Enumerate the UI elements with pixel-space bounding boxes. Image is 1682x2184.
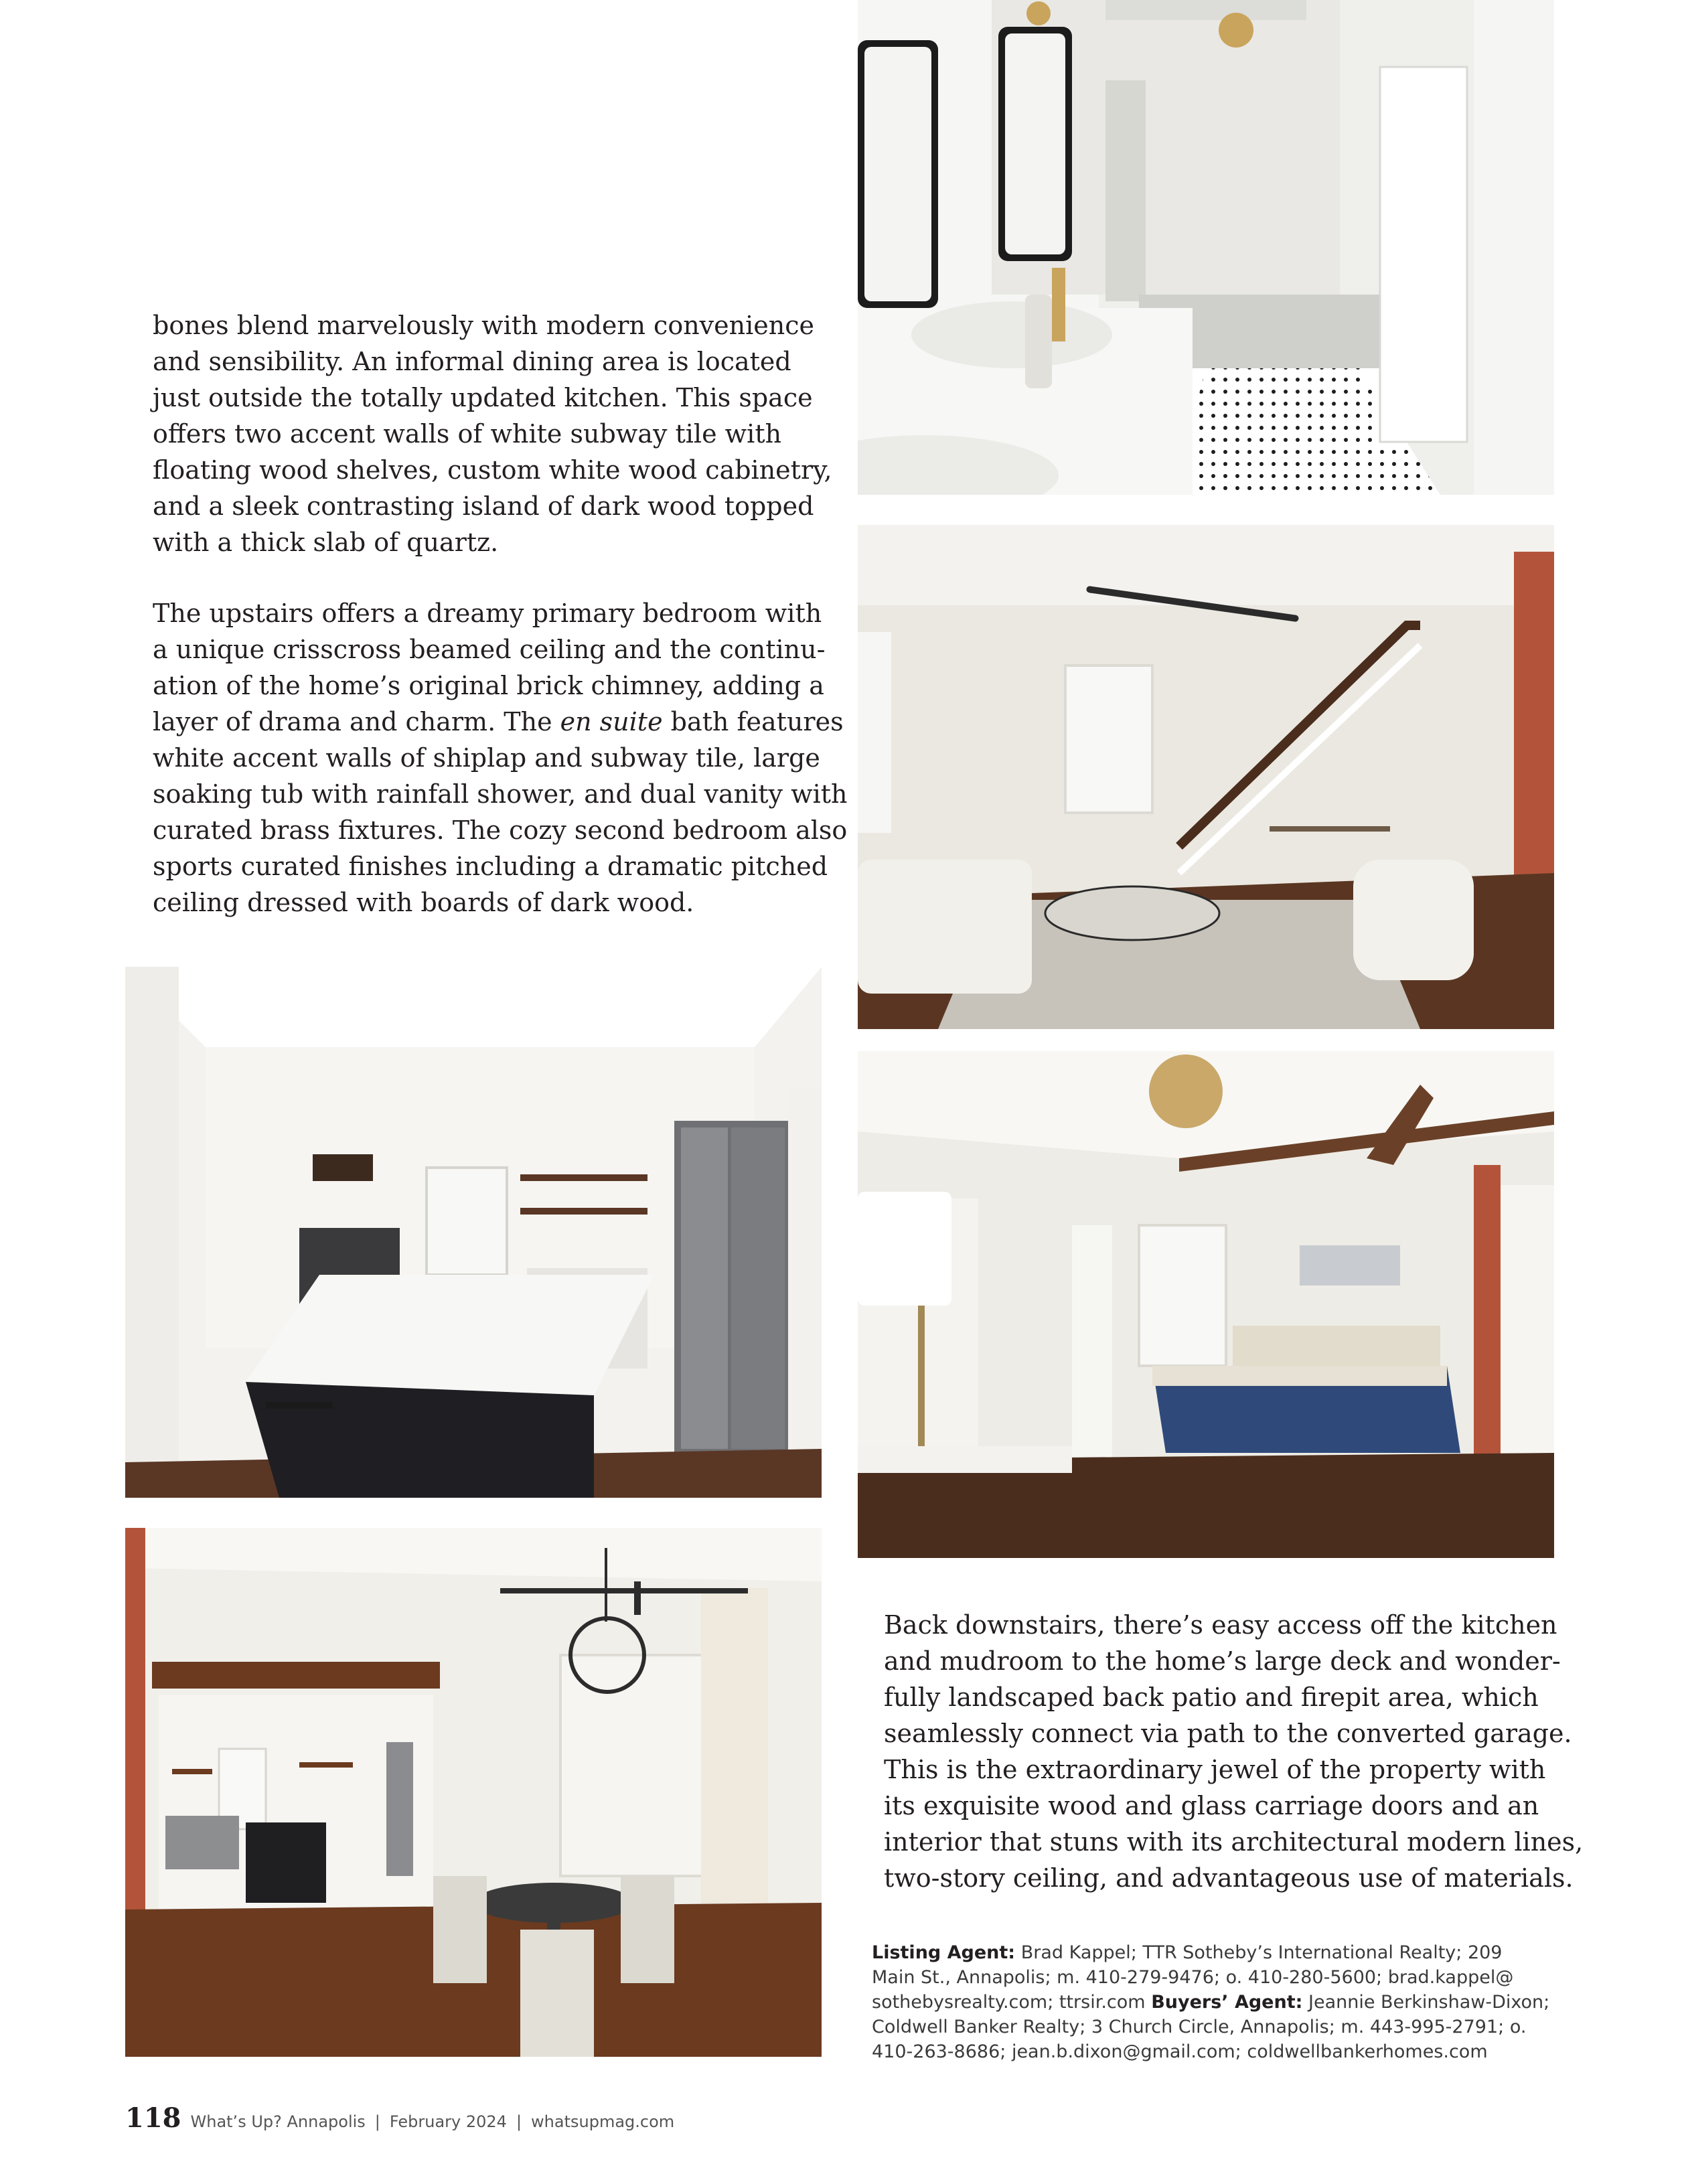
text-line: sports curated finishes including a dramatic pitched xyxy=(153,852,828,881)
text-line: curated brass fixtures. The cozy second bedroom also xyxy=(153,815,848,845)
text-line: just outside the totally updated kitchen. This space xyxy=(153,383,813,412)
text-line: white accent walls of shiplap and subway tile, large xyxy=(153,743,820,773)
text-line xyxy=(153,704,844,740)
text-line: soaking tub with rainfall shower, and dual vanity with xyxy=(153,779,848,809)
agent-credits xyxy=(872,1940,1548,2064)
dining-area-photo xyxy=(125,1528,822,2057)
article-paragraph-3 xyxy=(884,1607,1584,1896)
text-line: and mudroom to the home’s large deck and wonder- xyxy=(884,1646,1561,1676)
listing-agent-label: Listing Agent: xyxy=(872,1942,1016,1963)
page-number: 118 xyxy=(125,2102,181,2134)
text-line: This is the extraordinary jewel of the property with xyxy=(884,1755,1546,1784)
article-paragraph-1 xyxy=(153,307,832,560)
text-line: The upstairs offers a dreamy primary bedroom with xyxy=(153,599,822,628)
issue-date: February 2024 xyxy=(389,2112,507,2131)
text-line: Back downstairs, there’s easy access off the kitchen xyxy=(884,1610,1557,1640)
text-line: fully landscaped back patio and firepit area, which xyxy=(884,1683,1539,1712)
separator: | xyxy=(374,2112,380,2131)
text-run: bath features xyxy=(662,707,844,736)
text-line: and a sleek contrasting island of dark wood topped xyxy=(153,491,814,521)
text-line: interior that stuns with its architectural modern lines, xyxy=(884,1827,1584,1857)
credit-line: 410-263-8686; jean.b.dixon@gmail.com; coldwellbankerhomes.com xyxy=(872,2041,1488,2062)
text-line: offers two accent walls of white subway tile with xyxy=(153,419,782,449)
credit-line: Main St., Annapolis; m. 410-279-9476; o. 410-280-5600; brad.kappel@ xyxy=(872,1967,1514,1988)
separator: | xyxy=(516,2112,522,2131)
kitchen-photo xyxy=(125,967,822,1498)
credit-line xyxy=(872,1990,1548,2015)
page-footer xyxy=(125,2102,674,2136)
article-paragraph-2 xyxy=(153,595,848,921)
credit-line xyxy=(872,1940,1548,1965)
bathroom-photo xyxy=(858,0,1554,495)
text-line: ation of the home’s original brick chimney, adding a xyxy=(153,671,824,700)
text-line: with a thick slab of quartz. xyxy=(153,528,499,557)
text-line: bones blend marvelously with modern convenience xyxy=(153,311,814,340)
italic-term: en suite xyxy=(560,707,663,736)
website-link[interactable]: whatsupmag.com xyxy=(531,2112,675,2131)
primary-bedroom-photo xyxy=(858,1051,1554,1558)
text-line: and sensibility. An informal dining area is located xyxy=(153,347,791,376)
credit-line: Coldwell Banker Realty; 3 Church Circle, Annapolis; m. 443-995-2791; o. xyxy=(872,2017,1527,2037)
buyers-agent-label: Buyers’ Agent: xyxy=(1151,1992,1303,2013)
text-line: two-story ceiling, and advantageous use of materials. xyxy=(884,1863,1574,1893)
credit-text: Jeannie Berkinshaw-Dixon; xyxy=(1302,1992,1550,2013)
credit-text: Brad Kappel; TTR Sotheby’s International Realty; 209 xyxy=(1015,1942,1503,1963)
living-room-photo xyxy=(858,525,1554,1029)
credit-text: sothebysrealty.com; ttrsir.com xyxy=(872,1992,1152,2013)
text-line: ceiling dressed with boards of dark wood. xyxy=(153,888,694,917)
text-line: seamlessly connect via path to the converted garage. xyxy=(884,1719,1572,1748)
text-run: layer of drama and charm. The xyxy=(153,707,560,736)
text-line: floating wood shelves, custom white wood cabinetry, xyxy=(153,455,832,485)
text-line: a unique crisscross beamed ceiling and the continu- xyxy=(153,635,826,664)
text-line: its exquisite wood and glass carriage doors and an xyxy=(884,1791,1539,1820)
publication-name: What’s Up? Annapolis xyxy=(190,2112,366,2131)
